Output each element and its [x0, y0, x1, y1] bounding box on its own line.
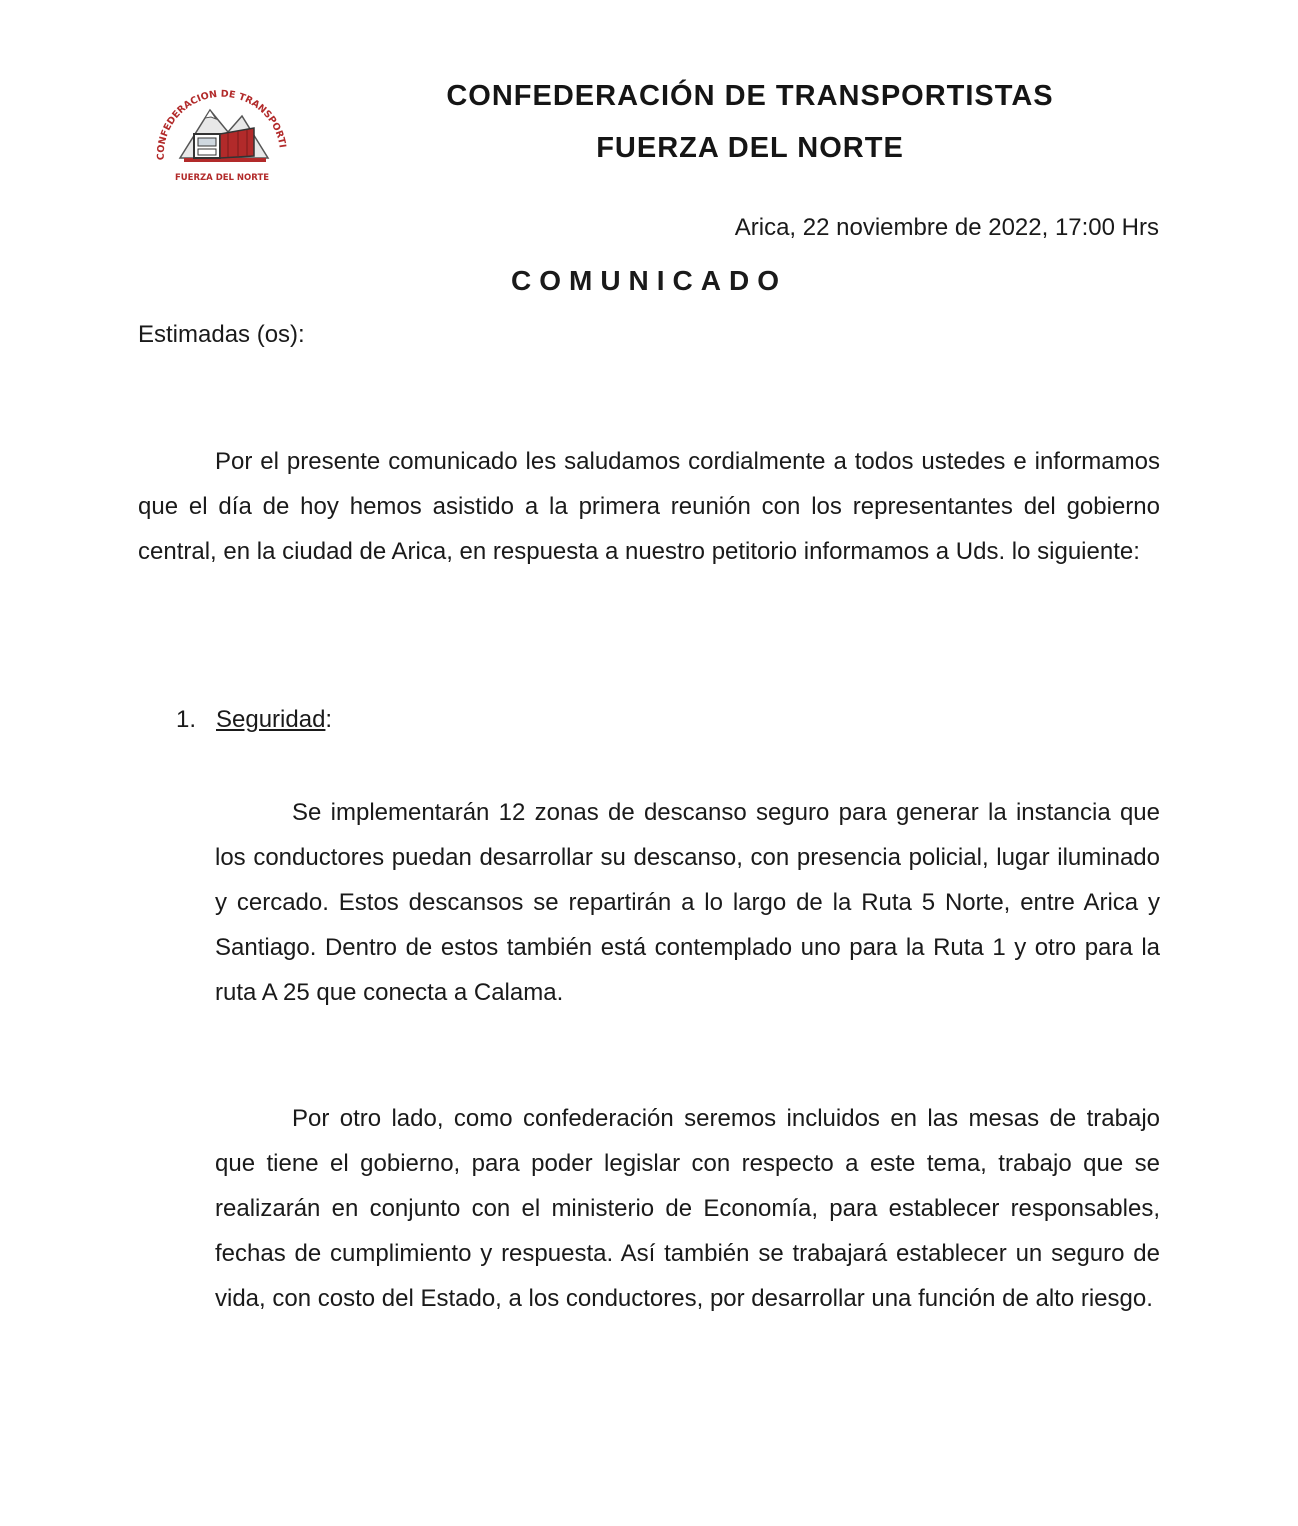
intro-paragraph: Por el presente comunicado les saludamos cordialmente a todos ustedes e informamos que el día de hoy hemos asistido a la primera reunión con los representantes del gobierno central, en la ciudad de Arica, en respuesta a nuestro petitorio informamos a Uds. lo siguiente:	[138, 448, 1160, 565]
logo-arc-text: CONFEDERACION DE TRANSPORTI	[155, 88, 288, 161]
security-paragraph-1: Se implementarán 12 zonas de descanso seguro para generar la instancia que los conductores puedan desarrollar su descanso, con presencia policial, lugar iluminado y cercado. Estos descansos se repartirán a lo largo de la Ruta 5 Norte, entre Arica y Santiago. Dentro de estos también está contemplado uno para la Ruta 1 y otro para la ruta A 25 que conecta a Calama.	[215, 799, 1160, 1006]
date-line: Arica, 22 noviembre de 2022, 17:00 Hrs	[734, 214, 1159, 241]
org-title-line2: FUERZA DEL NORTE	[596, 132, 904, 164]
list-item-number: 1.	[176, 706, 197, 733]
logo-bottom-text: FUERZA DEL NORTE	[174, 173, 270, 183]
list-item-heading: Seguridad	[216, 706, 326, 733]
greeting: Estimadas (os):	[138, 321, 305, 348]
security-paragraph-2: Por otro lado, como confederación seremos incluidos en las mesas de trabajo que tiene el gobierno, para poder legislar con respecto a este tema, trabajo que se realizarán en conjunto con el ministerio de Economía, para establecer responsables, fechas de cumplimiento y respuesta. Así también se trabajará establecer un seguro de vida, con costo del Estado, a los conductores, por desarrollar una función de alto riesgo.	[215, 1105, 1160, 1312]
organization-logo	[150, 88, 295, 188]
document-title: COMUNICADO	[511, 265, 787, 296]
list-item	[176, 706, 332, 734]
truck-mountain-logo-icon	[150, 88, 295, 188]
org-title-line1: CONFEDERACIÓN DE TRANSPORTISTAS	[446, 80, 1054, 112]
list-item-suffix: :	[325, 706, 333, 733]
